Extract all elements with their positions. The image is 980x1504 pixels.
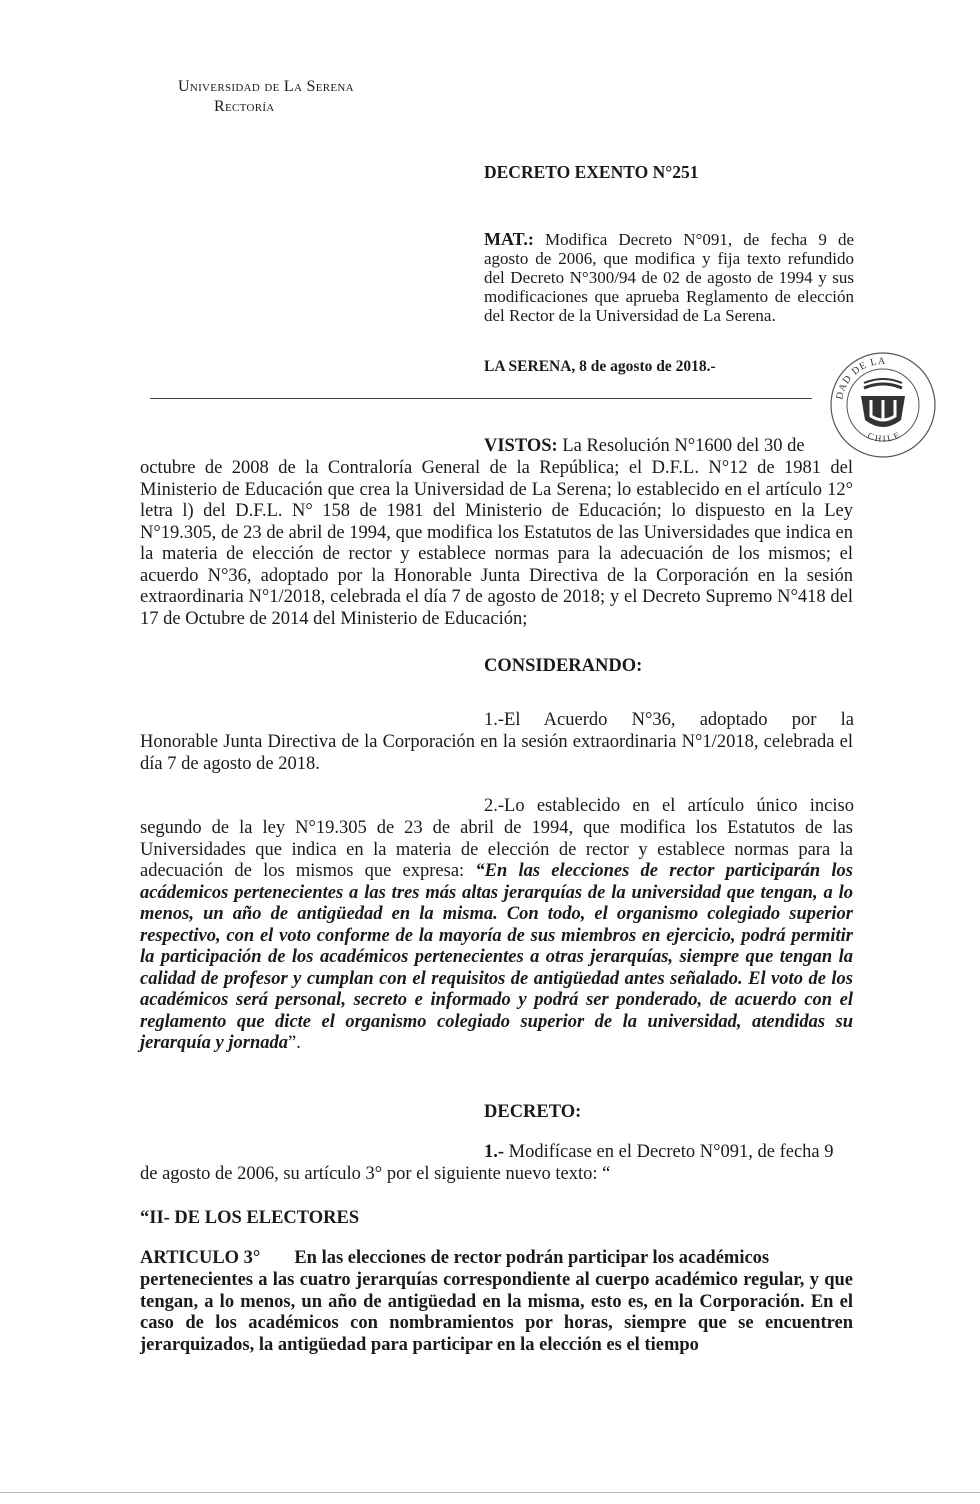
mat-text: Modifica Decreto N°091, de fecha 9 de agosto de 2006, que modifica y fija texto refundido del Decreto N°300/94 de 02 de agosto de 1994 y sus modificaciones que aprueba Reglamento de elección del Rector de la Universidad de La Serena. — [484, 230, 854, 325]
vistos-text: octubre de 2008 de la Contraloría General de la República; el D.F.L. N°12 de 1981 del Ministerio de Educación que crea la Universidad de La Serena; lo establecido en el artículo 12° letra l) del D.F.L. N° 158 de 1981 del Ministerio de Educación; lo dispuesto en la Ley N°19.305, de 23 de abril de 1994, que modifica los Estatutos de las Universidades que indica en la materia de elección de rector y establece normas para la adecuación de los mismos; el acuerdo N°36, adoptado por la Honorable Junta Directiva de la Corporación en la sesión extraordinaria N°1/2018, celebrada el día 7 de agosto de 2018; y el Decreto Supremo N°418 del 17 de Octubre de 2014 del Ministerio de Educación; — [140, 458, 853, 629]
office-name: Rectoría — [214, 98, 275, 115]
law-quote: “En las elecciones de rector participarán los acádemicos pertenecientes a las tres más altas jerarquías de la universidad que tengan, a lo menos, un año de antigüedad en la misma. Con todo, el organismo colegiado superior respectivo, con el voto conforme de la mayoría de sus miembros en ejercicio, podrá permitir la participación de los académicos pertenecientes a otras jerarquías, siempre que tengan la calidad de profesor y cumplan con el requisitos de antigüedad antes señalado. El voto de los académicos será personal, secreto e informado y podrá ser ponderado, de acuerdo con el reglamento que dicte el organismo colegiado superior de la universidad, atendidas su jerarquía y jornada — [140, 861, 853, 1053]
decree-title: DECRETO EXENTO N°251 — [484, 162, 699, 182]
decreto-item1-first-text: Modifícase en el Decreto N°091, de fecha 9 — [504, 1142, 834, 1162]
considerando-heading: CONSIDERANDO: — [484, 656, 643, 676]
decreto-heading: DECRETO: — [484, 1102, 582, 1122]
mat-label: MAT.: — [484, 229, 534, 249]
articulo-first-text: En las elecciones de rector podrán participar los académicos — [294, 1248, 770, 1268]
vistos-label: VISTOS: — [484, 436, 558, 456]
section-heading: “II- DE LOS ELECTORES — [140, 1208, 360, 1228]
articulo-first-line — [140, 1248, 853, 1270]
considerando-item2-text — [140, 818, 853, 1055]
articulo-text: pertenecientes a las cuatro jerarquías correspondiente al cuerpo académico regular, y que tengan, a lo menos, un año de antigüedad en la misma, esto es, en la Corporación. En el caso de los académicos con nombramientos por horas, siempre que se encuentren jerarquizados, la antigüedad para participar en la elección es el tiempo — [140, 1270, 853, 1355]
decreto-item1-label: 1.- — [484, 1142, 505, 1162]
seal-bottom-text: CHILE — [866, 429, 903, 444]
considerando-item2-body: segundo de la ley N°19.305 de 23 de abril de 1994, que modifica los Estatutos de las Universidades que indica en la materia de elección de rector y establece normas para la adecuación de los mismos que expresa: — [140, 818, 853, 881]
university-name: Universidad de La Serena — [178, 78, 354, 95]
decreto-item1-first — [484, 1142, 854, 1164]
vistos-first-text: La Resolución N°1600 del 30 de — [557, 436, 805, 456]
vistos-first-line — [484, 436, 854, 458]
subject-matter — [484, 230, 854, 325]
seal-top-text: DAD DE LA — [834, 355, 887, 401]
considerando-item2-first: 2.-Lo establecido en el artículo único inciso — [484, 796, 854, 816]
page-bottom-edge — [0, 1492, 980, 1493]
divider-line — [150, 398, 812, 399]
svg-text:CHILE — [866, 429, 903, 444]
quote-close: ”. — [288, 1033, 301, 1053]
decreto-item1-text: de agosto de 2006, su artículo 3° por el siguiente nuevo texto: “ — [140, 1164, 611, 1184]
considerando-item1-text: Honorable Junta Directiva de la Corporación en la sesión extraordinaria N°1/2018, celebrada el día 7 de agosto de 2018. — [140, 732, 853, 774]
considerando-item1-first: 1.-El Acuerdo N°36, adoptado por la — [484, 710, 854, 730]
place-date: LA SERENA, 8 de agosto de 2018.- — [484, 358, 716, 375]
articulo-label: ARTICULO 3° — [140, 1248, 261, 1268]
